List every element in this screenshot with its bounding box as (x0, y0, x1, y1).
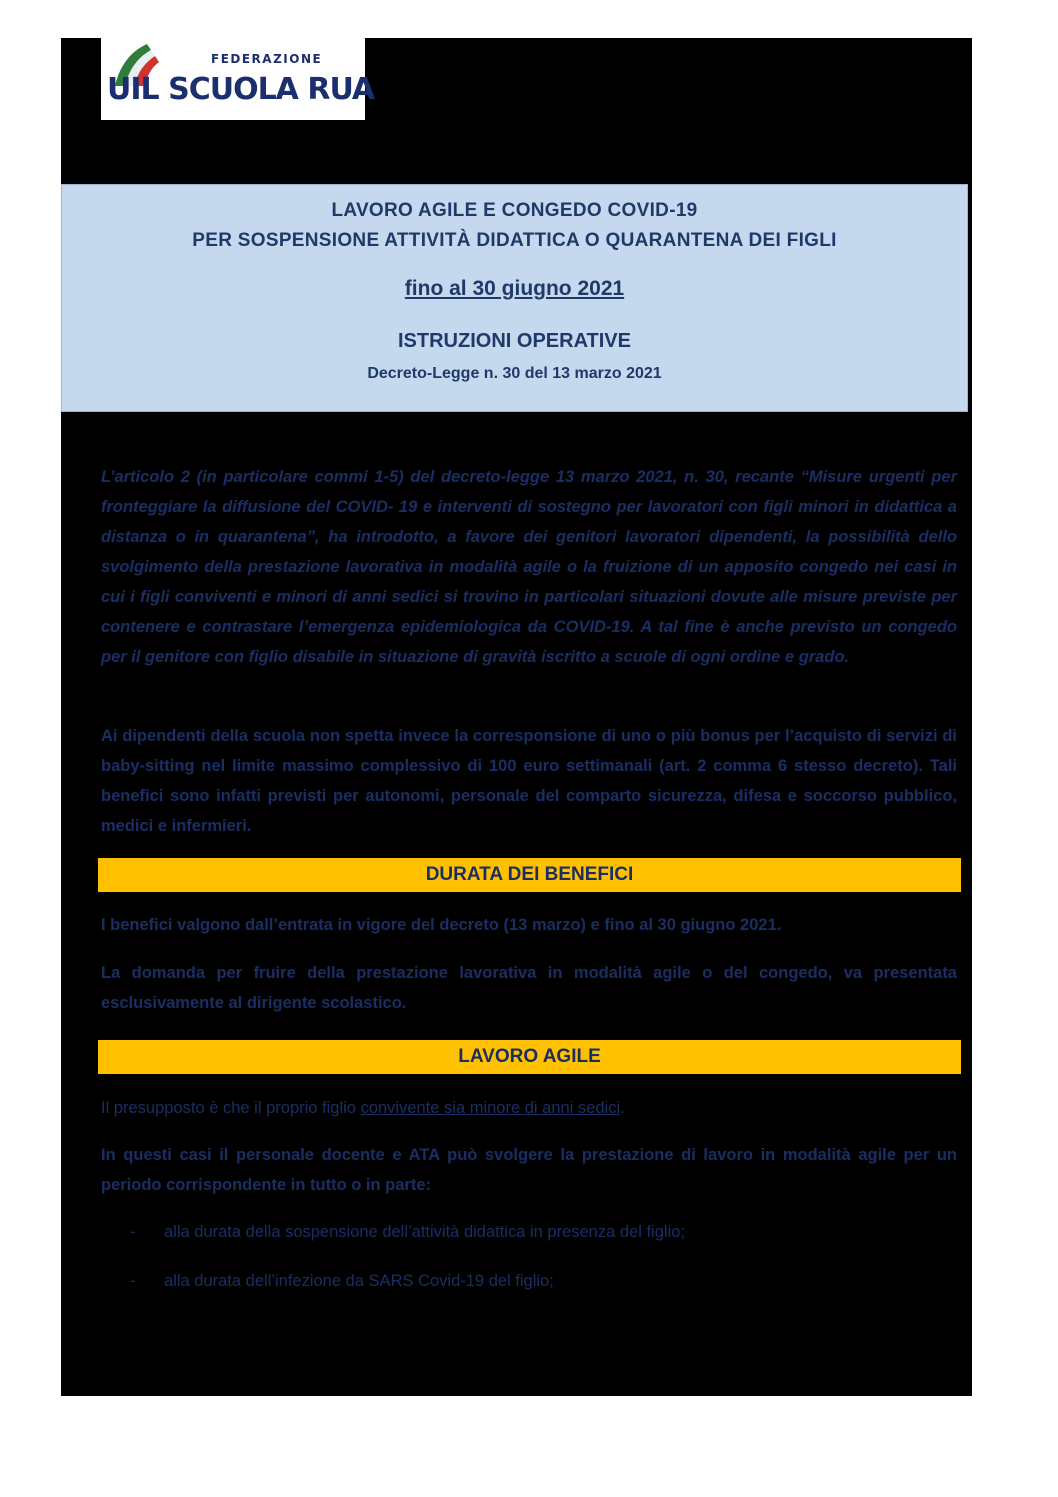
durata-paragraph-1: I benefici valgono dall’entrata in vigore del decreto (13 marzo) e fino al 30 giugno 2021. (101, 916, 782, 934)
bullet-dash: - (130, 1223, 136, 1241)
bullet-dash: - (130, 1272, 136, 1290)
lavoro-agile-paragraph-1 (101, 1093, 957, 1123)
document-header-box (61, 184, 968, 412)
section-heading-lavoro-agile: LAVORO AGILE (98, 1040, 961, 1074)
list-item (130, 1221, 685, 1243)
document-date-text: fino al 30 giugno 2021 (404, 277, 625, 300)
lavoro-agile-p1-suffix: . (620, 1099, 625, 1117)
list-item (130, 1270, 554, 1292)
document-subtitle: ISTRUZIONI OPERATIVE (398, 330, 631, 352)
logo-brand: UIL SCUOLA RUA (107, 72, 375, 107)
lavoro-agile-paragraph-2: In questi casi il personale docente e ATA può svolgere la prestazione di lavoro in modalità agile per un periodo corrispondente in tutto o in parte: (101, 1146, 957, 1194)
section-heading-durata: DURATA DEI BENEFICI (98, 858, 961, 892)
document-title-line1: LAVORO AGILE E CONGEDO COVID-19 (331, 200, 698, 221)
uil-logo (101, 38, 375, 120)
logo-federazione: FEDERAZIONE (211, 52, 323, 66)
list-item-text: alla durata dell’infezione da SARS Covid-19 del figlio; (164, 1272, 554, 1290)
document-title-line2: PER SOSPENSIONE ATTIVITÀ DIDATTICA O QUARANTENA DEI FIGLI (192, 230, 837, 251)
durata-paragraph-2: La domanda per fruire della prestazione lavorativa in modalità agile o del congedo, va presentata esclusivamente al dirigente scolastico. (101, 964, 957, 1012)
document-date (62, 277, 967, 301)
intro-paragraph-2: Ai dipendenti della scuola non spetta invece la corresponsione di uno o più bonus per l’acquisto di servizi di baby-sitting nel limite massimo complessivo di 100 euro settimanali (art. 2 comma 6 stesso decreto). Tali benefici sono infatti previsti per autonomi, personale del comparto sicurezza, difesa e soccorso pubblico, medici e infermieri. (101, 727, 957, 835)
lavoro-agile-p1-prefix: Il presupposto è che il proprio figlio (101, 1099, 361, 1117)
lavoro-agile-p1-underlined: convivente sia minore di anni sedici (360, 1099, 621, 1117)
list-item-text: alla durata della sospensione dell’attività didattica in presenza del figlio; (164, 1223, 685, 1241)
document-decree: Decreto-Legge n. 30 del 13 marzo 2021 (367, 365, 662, 382)
intro-paragraph-1: L’articolo 2 (in particolare commi 1-5) del decreto-legge 13 marzo 2021, n. 30, recante “Misure urgenti per fronteggiare la diffusione del COVID- 19 e interventi di sostegno per lavoratori con figli minori in didattica a distanza o in quarantena”, ha introdotto, a favore dei genitori lavoratori dipendenti, la possibilità dello svolgimento della prestazione lavorativa in modalità agile o la fruizione di un apposito congedo nei casi in cui i figli conviventi e minori di anni sedici si trovino in particolari situazioni dovute alle misure previste per contenere e contrastare l’emergenza epidemiologica da COVID-19. A tal fine è anche previsto un congedo per il genitore con figlio disabile in situazione di gravità iscritto a scuole di ogni ordine e grado. (101, 468, 957, 666)
